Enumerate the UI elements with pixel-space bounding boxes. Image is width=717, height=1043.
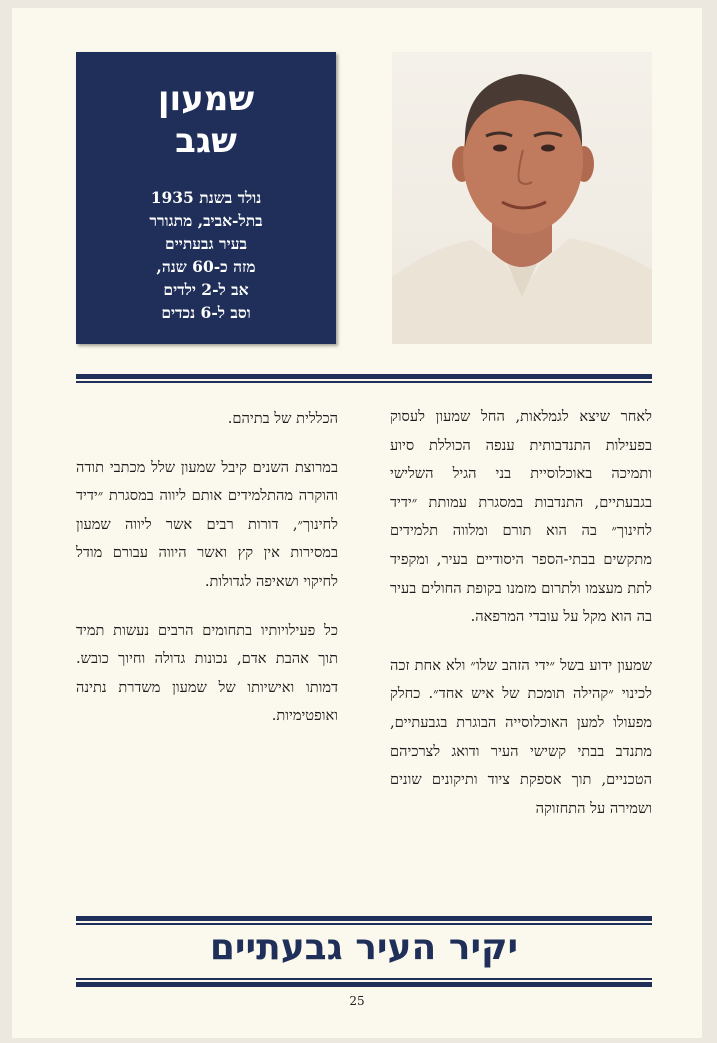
article-paragraph: במרוצת השנים קיבל שמעון שלל מכתבי תודה והוקרה מהתלמידים אותם ליווה במסגרת ״ידיד לחינוך״, דורות רבים אשר ליווה שמעון במסירות אין קץ ואשר היווה עבורם מודל לחיקוי ושאיפה לגדולות. [76, 458, 338, 590]
footer-divider-top [76, 916, 652, 925]
article-column-left [76, 405, 338, 751]
bio-line: מזה כ-60 שנה, [156, 257, 256, 276]
article-column-right [390, 403, 652, 843]
article-paragraph: הכללית של בתיהם. [227, 410, 338, 427]
profile-bio [76, 186, 336, 324]
portrait-illustration [392, 52, 652, 344]
article-paragraph: כל פעילויותיו בתחומים הרבים נעשות תמיד תוך אהבת אדם, נכונות גדולה וחיוך כובש. דמותו ואישיותו של שמעון משדרת נתינה ואופטימיות. [76, 621, 338, 725]
profile-name [76, 78, 336, 162]
footer-title: יקיר העיר גבעתיים [209, 927, 519, 968]
top-divider [76, 374, 652, 383]
bio-line: וסב ל-6 נכדים [161, 303, 251, 322]
bio-line: נולד בשנת 1935 [150, 188, 262, 207]
article-paragraph: שמעון ידוע בשל ״ידי הזהב שלו״ ולא אחת זכה לכינוי ״קהילה תומכת של איש אחד״. כחלק מפעולו למען האוכלוסייה הבוגרת בגבעתיים, מתנדב בבתי קשישי העיר ודואג לצרכיהם הטכניים, תוך אספקת ציוד ותיקונים שונים ושמירה על התחזוקה [390, 656, 652, 817]
profile-box [76, 52, 336, 344]
profile-last-name: שגב [175, 121, 237, 161]
bio-line: בתל-אביב, מתגורר [149, 211, 263, 230]
page-number: 25 [349, 994, 365, 1008]
bio-line: אב ל-2 ילדים [163, 280, 249, 299]
footer-divider-bottom [76, 978, 652, 987]
magazine-page [12, 8, 702, 1038]
article-paragraph: לאחר שיצא לגמלאות, החל שמעון לעסוק בפעילות התנדבותית ענפה הכוללת סיוע ותמיכה באוכלוסיית בני הגיל השלישי בגבעתיים, התנדבות במסגרת עמותת ״ידיד לחינוך״ בה הוא תורם ומלווה תלמידים מתקשים בבתי-הספר היסודיים בעיר, ומקפיד לתת מעצמו ולתרום מזמנו בקופת החולים בעיר בה הוא מקל על עובדי המרפאה. [390, 408, 652, 626]
bio-line: בעיר גבעתיים [165, 234, 247, 253]
profile-first-name: שמעון [157, 79, 255, 119]
portrait-photo [392, 52, 652, 344]
